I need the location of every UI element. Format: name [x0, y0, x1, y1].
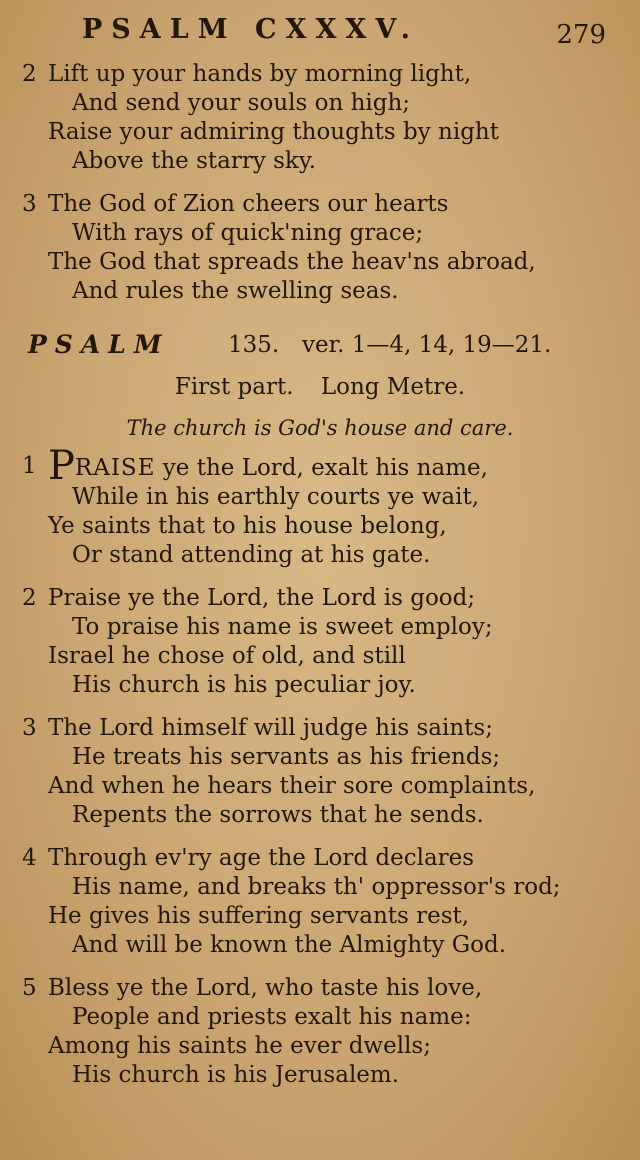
- page-number: 279: [556, 20, 606, 50]
- verse-line: His church is his Jerusalem.: [72, 1062, 400, 1088]
- verse-line: Raise your admiring thoughts by night: [48, 119, 499, 145]
- verse-line: He treats his servants as his friends;: [72, 744, 501, 770]
- verse-number: 3: [22, 191, 37, 217]
- verse-line: His church is his peculiar joy.: [72, 672, 416, 698]
- verse-line: The God of Zion cheers our hearts: [48, 191, 449, 217]
- stanza-1: [20, 443, 620, 570]
- verse-line: And rules the swelling seas.: [72, 278, 399, 304]
- verse-number: 1: [22, 453, 37, 479]
- verse-line: To praise his name is sweet employ;: [72, 614, 493, 640]
- stanza-5: [20, 974, 620, 1090]
- verse-line: Or stand attending at his gate.: [72, 542, 431, 568]
- verse-line: Praise ye the Lord, the Lord is good;: [48, 585, 476, 611]
- verse-number: 3: [22, 715, 37, 741]
- verse-line: And when he hears their sore complaints,: [48, 773, 536, 799]
- stanza-prev-2: [20, 60, 620, 176]
- psalm-subtitle: The church is God's house and care.: [126, 416, 514, 440]
- verse-line: Through ev'ry age the Lord declares: [48, 845, 475, 871]
- part-label: First part.: [174, 374, 294, 400]
- drop-cap: P: [48, 443, 75, 489]
- verse-line: The Lord himself will judge his saints;: [48, 715, 493, 741]
- verse-line: While in his earthly courts ye wait,: [72, 484, 480, 510]
- stanza-3: [20, 714, 620, 830]
- verse-number: 2: [22, 61, 37, 87]
- verse-number: 5: [22, 975, 37, 1001]
- stanza-prev-3: [20, 190, 620, 306]
- small-caps-word: RAISE: [74, 455, 156, 481]
- verse-line: Above the starry sky.: [72, 148, 317, 174]
- running-title: PSALM CXXXV.: [82, 14, 419, 45]
- part-line: [20, 374, 620, 404]
- verse-line: Ye saints that to his house belong,: [48, 513, 447, 539]
- verse-line: [20, 443, 620, 489]
- verse-line: People and priests exalt his name:: [72, 1004, 472, 1030]
- verse-line: He gives his suffering servants rest,: [48, 903, 470, 929]
- psalm-label: PSALM: [28, 330, 170, 359]
- verse-line: And send your souls on high;: [72, 90, 411, 116]
- verse-line: Repents the sorrows that he sends.: [72, 802, 484, 828]
- psalm-verses: ver. 1—4, 14, 19—21.: [302, 332, 552, 358]
- page-header: [20, 14, 620, 60]
- psalm-heading: [20, 330, 620, 370]
- verse-line: And will be known the Almighty God.: [72, 932, 507, 958]
- metre-label: Long Metre.: [320, 374, 466, 400]
- verse-line: Lift up your hands by morning light,: [48, 61, 472, 87]
- verse-line: With rays of quick'ning grace;: [72, 220, 424, 246]
- verse-line: His name, and breaks th' oppressor's rod;: [72, 874, 561, 900]
- stanza-4: [20, 844, 620, 960]
- stanza-2: [20, 584, 620, 700]
- verse-line-tail: ye the Lord, exalt his name,: [155, 455, 488, 481]
- verse-number: 4: [22, 845, 37, 871]
- verse-line: Bless ye the Lord, who taste his love,: [48, 975, 483, 1001]
- verse-line: Israel he chose of old, and still: [48, 643, 406, 669]
- psalm-number: 135.: [228, 332, 280, 358]
- verse-line: Among his saints he ever dwells;: [48, 1033, 431, 1059]
- verse-number: 2: [22, 585, 37, 611]
- verse-line: The God that spreads the heav'ns abroad,: [48, 249, 536, 275]
